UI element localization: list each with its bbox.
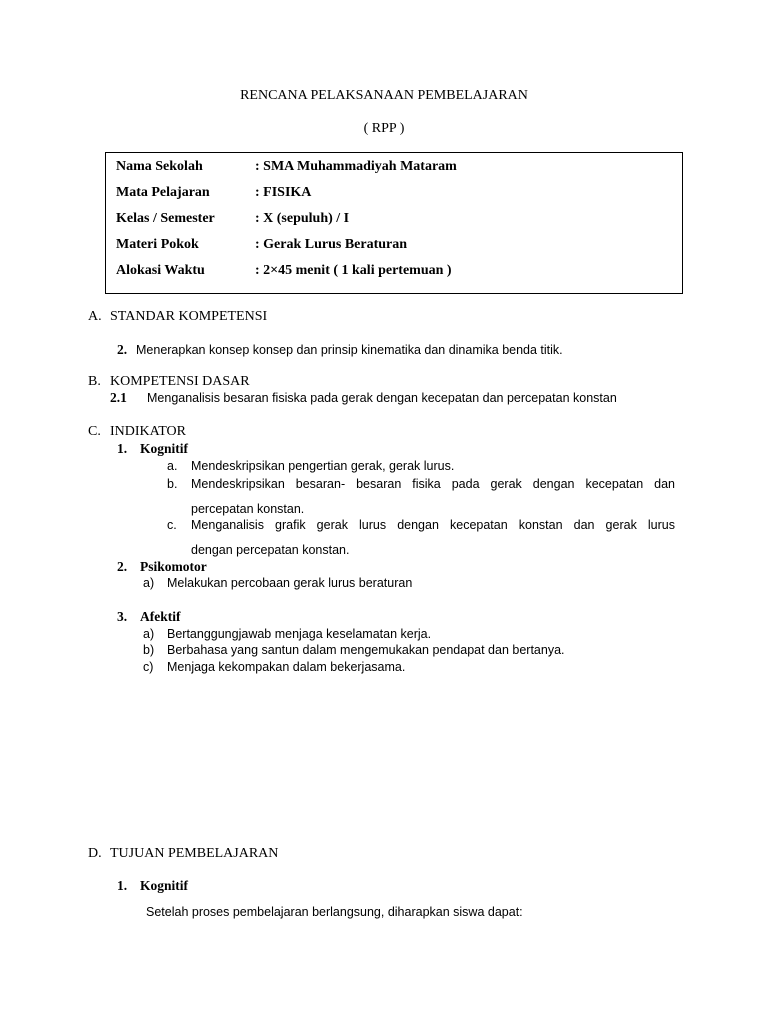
section-heading-text: KOMPETENSI DASAR: [110, 374, 250, 389]
identity-box: [105, 152, 683, 294]
identity-value: : SMA Muhammadiyah Mataram: [255, 159, 457, 174]
list-marker: c.: [167, 518, 177, 532]
indicator-item-text: Menganalisis grafik gerak lurus dengan kecepatan konstan dan gerak lurus: [191, 518, 675, 532]
objective-intro-text: Setelah proses pembelajaran berlangsung, diharapkan siswa dapat:: [146, 905, 523, 919]
identity-value: : Gerak Lurus Beraturan: [255, 237, 408, 252]
list-marker: b.: [167, 477, 178, 491]
section-letter: A.: [88, 309, 102, 324]
identity-value: : 2×45 menit ( 1 kali pertemuan ): [255, 263, 452, 278]
document-subtitle: ( RPP ): [363, 121, 405, 136]
indicator-item-text: Mendeskripsikan pengertian gerak, gerak lurus.: [191, 459, 455, 473]
section-letter: C.: [88, 424, 101, 439]
indicator-afektif-title: Afektif: [140, 609, 181, 624]
list-marker: b): [143, 643, 155, 657]
list-marker: a): [143, 576, 155, 590]
section-letter: B.: [88, 374, 101, 389]
standard-item-number: 2.: [117, 342, 128, 357]
section-heading-text: TUJUAN PEMBELAJARAN: [110, 846, 279, 861]
section-letter: D.: [88, 846, 102, 861]
indicator-item-text: Melakukan percobaan gerak lurus beraturan: [167, 576, 413, 590]
objective-sub-title: Kognitif: [140, 878, 189, 893]
competency-item-text: Menganalisis besaran fisiska pada gerak dengan kecepatan dan percepatan konstan: [147, 391, 617, 405]
indicator-kognitif-number: 1.: [117, 441, 128, 456]
identity-label: Kelas / Semester: [116, 211, 215, 226]
section-heading-text: STANDAR KOMPETENSI: [110, 309, 268, 324]
objective-sub-number: 1.: [117, 878, 128, 893]
indicator-psikomotor-title: Psikomotor: [140, 559, 207, 574]
indicator-item-text-continued: dengan percepatan konstan.: [191, 543, 350, 557]
identity-value: : X (sepuluh) / I: [255, 211, 350, 226]
identity-label: Alokasi Waktu: [116, 263, 205, 278]
indicator-item-text: Mendeskripsikan besaran- besaran fisika pada gerak dengan kecepatan dan: [191, 477, 675, 491]
competency-item-number: 2.1: [110, 390, 127, 405]
identity-label: Mata Pelajaran: [116, 185, 210, 200]
list-marker: a): [143, 627, 155, 641]
list-marker: a.: [167, 459, 178, 473]
identity-value: : FISIKA: [255, 185, 312, 200]
indicator-psikomotor-number: 2.: [117, 559, 128, 574]
indicator-item-text: Berbahasa yang santun dalam mengemukakan pendapat dan bertanya.: [167, 643, 565, 657]
identity-label: Materi Pokok: [116, 237, 199, 252]
indicator-item-text-continued: percepatan konstan.: [191, 502, 305, 516]
indicator-kognitif-title: Kognitif: [140, 441, 189, 456]
identity-label: Nama Sekolah: [116, 159, 203, 174]
indicator-afektif-number: 3.: [117, 609, 128, 624]
list-marker: c): [143, 660, 154, 674]
standard-item-text: Menerapkan konsep konsep dan prinsip kinematika dan dinamika benda titik.: [136, 343, 563, 357]
document-title: RENCANA PELAKSANAAN PEMBELAJARAN: [240, 88, 528, 103]
section-heading-text: INDIKATOR: [110, 424, 186, 439]
indicator-item-text: Bertanggungjawab menjaga keselamatan kerja.: [167, 627, 432, 641]
indicator-item-text: Menjaga kekompakan dalam bekerjasama.: [167, 660, 406, 674]
